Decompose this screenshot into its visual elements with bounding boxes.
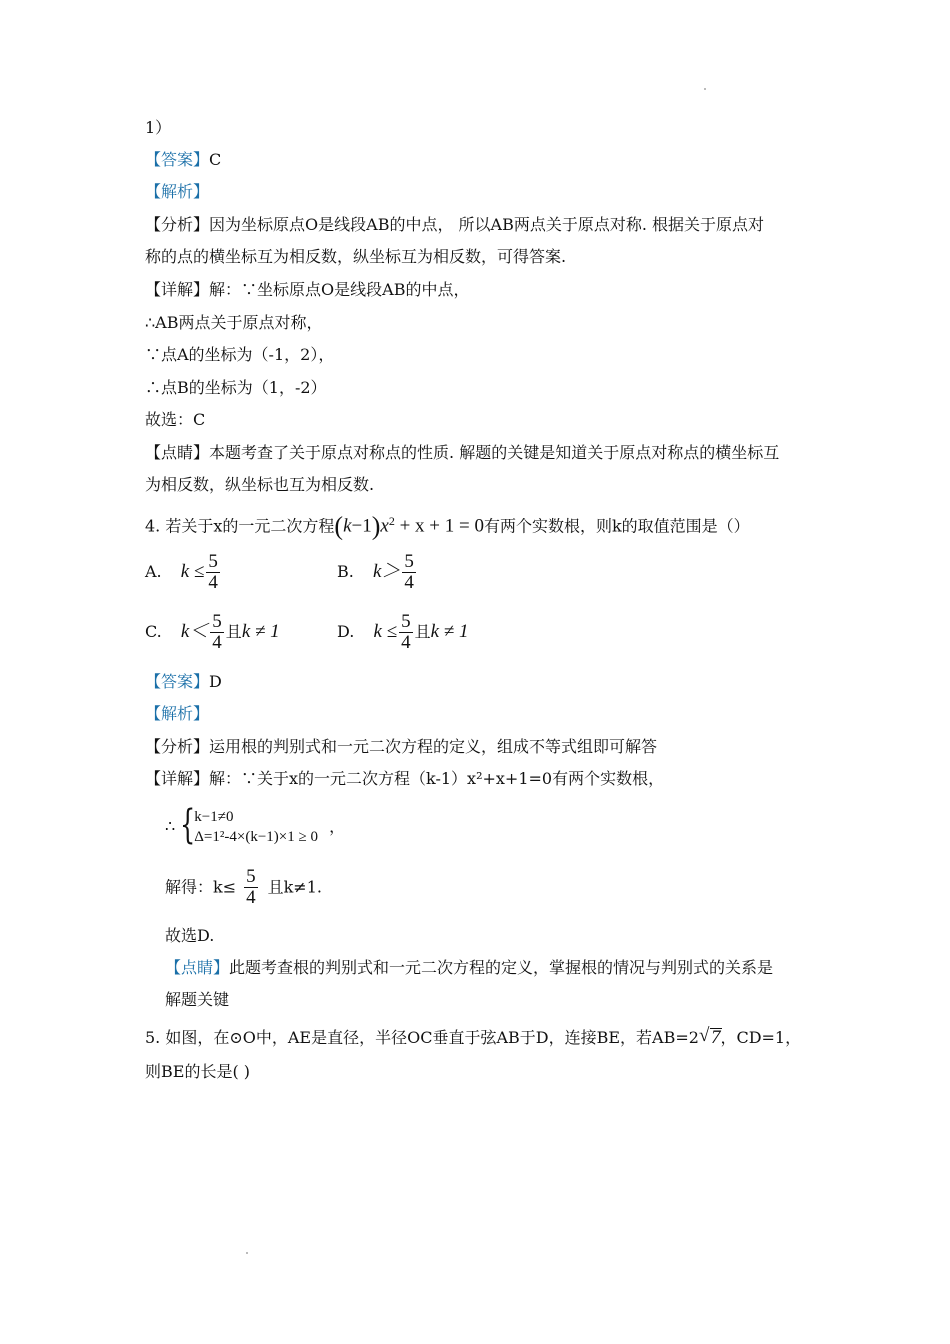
q4-xiangjie-line	[145, 768, 664, 790]
jiede-frac	[244, 867, 258, 908]
option-a-rel: k ≤	[180, 561, 205, 582]
option-d-rel: k ≤	[373, 621, 398, 642]
dianjing-tag: 【点睛】	[165, 958, 230, 977]
q4-analysis-tag-line	[145, 703, 209, 725]
option-c-frac	[210, 612, 224, 653]
frac-den: 4	[208, 572, 218, 593]
eq-minus-one: −1	[351, 515, 372, 537]
q5-stem-2: 则BE的长是( )	[145, 1062, 251, 1081]
option-a-label: A.	[145, 562, 162, 581]
dianjing-line-2: 为相反数，纵坐标也互为相反数.	[145, 475, 375, 494]
option-c-cond: k ≠ 1	[241, 621, 280, 642]
q4-dianjing-line-2: 解题关键	[165, 990, 230, 1009]
option-c[interactable]	[145, 612, 280, 653]
answer-line	[145, 149, 221, 171]
q5-text1: 5. 如图，在⊙O中，AE是直径，半径OC垂直于弦AB于D，连接BE，若AB=2	[145, 1028, 699, 1047]
q4-suffix: 有两个实数根，则k的取值范围是（）	[483, 516, 750, 536]
frac-num: 5	[208, 551, 218, 572]
system-block	[180, 801, 318, 848]
option-d-cond: k ≠ 1	[430, 621, 469, 642]
xiangjie-text: 解：∵关于x的一元二次方程（k-1）x²+x+1=0有两个实数根，	[209, 769, 665, 788]
step-3: ∴点B的坐标为（1，-2）	[145, 378, 327, 397]
frac-num: 5	[404, 551, 414, 572]
fenxi-text: 运用根的判别式和一元二次方程的定义，组成不等式组即可解答	[209, 737, 658, 756]
option-b-frac	[402, 552, 416, 593]
analysis-tag-line	[145, 181, 209, 203]
frac-den: 4	[404, 572, 414, 593]
jiede-pre: 解得：k≤	[165, 877, 237, 897]
q4-answer-line	[145, 671, 222, 693]
jiede-post: 且k≠1.	[267, 877, 322, 897]
dianjing-tag: 【点睛】	[145, 443, 210, 462]
system-comma: ，	[329, 816, 346, 836]
frac-num: 5	[246, 866, 256, 887]
q4-dianjing-line	[165, 957, 773, 979]
option-b[interactable]	[337, 552, 418, 593]
option-d-and: 且	[414, 622, 431, 641]
dianjing-line	[145, 442, 779, 464]
jiede-line	[165, 865, 322, 910]
brace-icon: {	[180, 801, 196, 848]
option-b-label: B.	[337, 562, 354, 581]
frac-den: 4	[246, 887, 256, 908]
option-c-and: 且	[225, 622, 242, 641]
eq-k: k	[343, 515, 352, 537]
frac-den: 4	[212, 632, 222, 653]
line-l1: 1）	[145, 118, 172, 137]
answer-value: C	[209, 150, 222, 169]
q5-text1b: ，CD=1，	[720, 1028, 802, 1047]
step-2: ∵点A的坐标为（-1，2），	[145, 345, 335, 364]
analysis-tag: 【解析】	[145, 182, 210, 201]
system-row-1: k−1≠0	[194, 808, 234, 825]
option-b-rel: k＞	[372, 561, 401, 582]
xiangjie-tag: 【详解】	[145, 280, 210, 299]
answer-tag: 【答案】	[145, 672, 210, 691]
frac-num: 5	[401, 611, 411, 632]
frac-num: 5	[212, 611, 222, 632]
answer-tag: 【答案】	[145, 150, 210, 169]
q4-prefix: 4. 若关于x的一元二次方程	[145, 516, 335, 536]
therefore-symbol: ∴	[165, 816, 176, 836]
xiangjie-line	[145, 279, 469, 301]
radical-bar	[710, 1028, 723, 1029]
option-d[interactable]	[337, 612, 468, 653]
option-a[interactable]	[145, 552, 222, 593]
fenxi-tag: 【分析】	[145, 215, 210, 234]
fenxi-text: 因为坐标原点O是线段AB的中点， 所以AB两点关于原点对称. 根据关于原点对	[209, 215, 765, 234]
paren-open: (	[334, 511, 344, 541]
scan-dot	[246, 1252, 248, 1254]
fenxi-tag: 【分析】	[145, 737, 210, 756]
option-c-rel: k＜	[180, 621, 209, 642]
paren-close: )	[371, 511, 381, 541]
q5-stem	[145, 1027, 801, 1049]
eq-sup: 2	[388, 514, 395, 528]
q4-stem	[145, 510, 750, 541]
q4-fenxi-line	[145, 736, 657, 758]
analysis-tag: 【解析】	[145, 704, 210, 723]
radical-icon: √	[698, 1025, 710, 1046]
xiangjie-text: 解：∵坐标原点O是线段AB的中点，	[209, 280, 470, 299]
dianjing-text: 此题考查根的判别式和一元二次方程的定义，掌握根的情况与判别式的关系是	[229, 958, 774, 977]
xiangjie-tag: 【详解】	[145, 769, 210, 788]
system-row-2: Δ=1²-4×(k−1)×1 ≥ 0	[194, 828, 318, 845]
option-a-frac	[206, 552, 220, 593]
scan-dot	[704, 88, 706, 90]
step-1: ∴AB两点关于原点对称，	[145, 313, 323, 332]
fenxi-line-2: 称的点的横坐标互为相反数，纵坐标互为相反数，可得答案.	[145, 247, 567, 266]
option-d-frac	[399, 612, 413, 653]
eq-tail: + x + 1 = 0	[394, 515, 484, 537]
dianjing-text: 本题考查了关于原点对称点的性质. 解题的关键是知道关于原点对称点的横坐标互	[209, 443, 780, 462]
step-4: 故选：C	[145, 410, 206, 429]
inequality-system	[165, 801, 346, 848]
eq-x: x	[380, 515, 389, 537]
frac-den: 4	[401, 632, 411, 653]
option-c-label: C.	[145, 622, 162, 641]
fenxi-line	[145, 214, 764, 236]
sqrt-radicand: 7	[710, 1027, 721, 1048]
guxuan-line: 故选D.	[165, 926, 215, 945]
answer-value: D	[209, 672, 222, 691]
sqrt-seven	[699, 1027, 721, 1049]
option-d-label: D.	[337, 622, 355, 641]
